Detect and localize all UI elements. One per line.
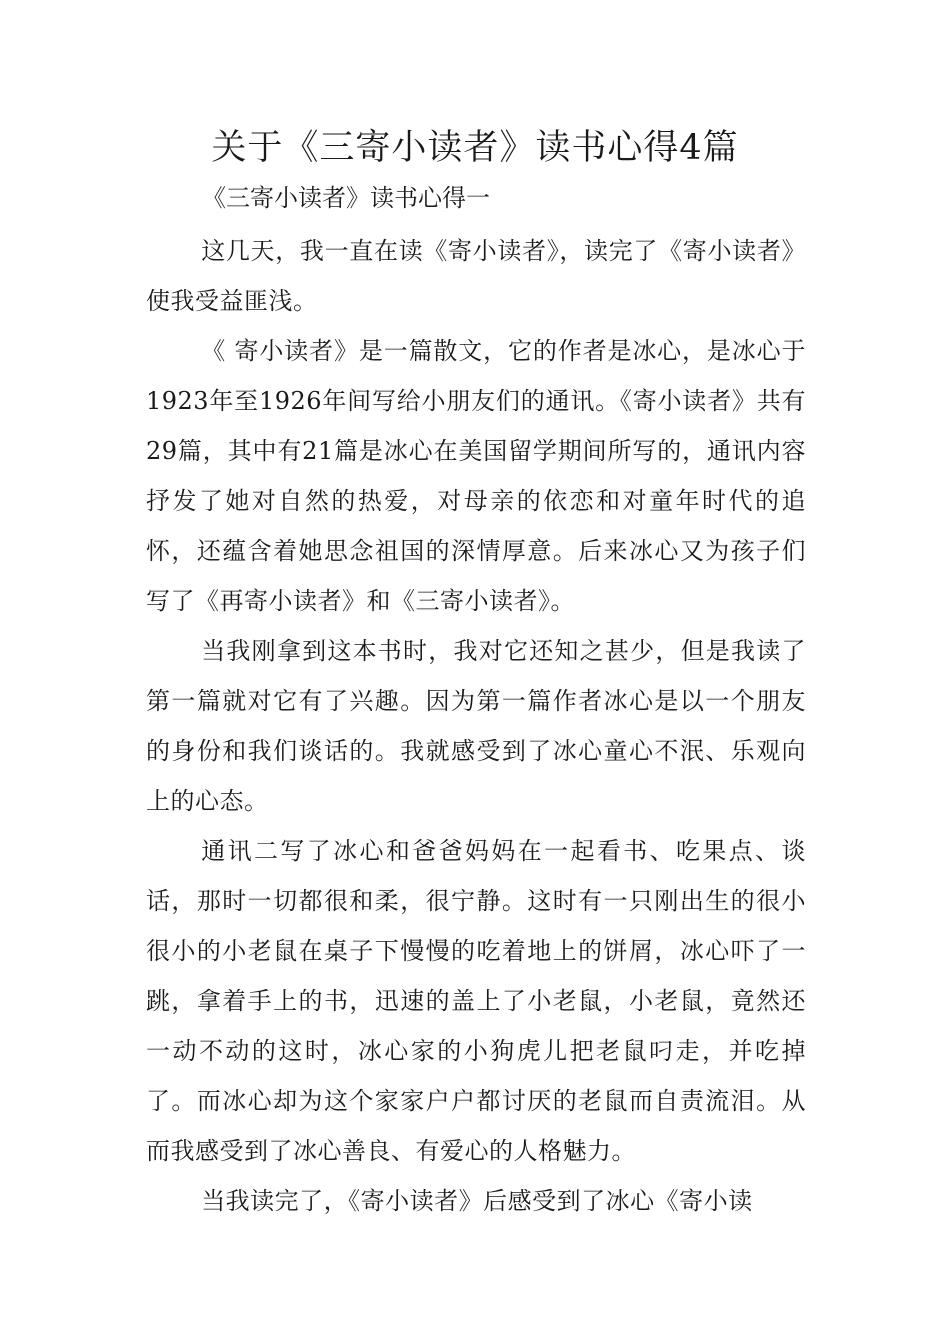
- paragraph-4: 通讯二写了冰心和爸爸妈妈在一起看书、吃果点、谈话，那时一切都很和柔，很宁静。这时有一只刚出生的很小很小的小老鼠在桌子下慢慢的吃着地上的饼屑，冰心吓了一跳，拿着手上的书，迅速的盖上了小老鼠，小老鼠，竟然还一动不动的这时，冰心家的小狗虎儿把老鼠叼走，并吃掉了。而冰心却为这个家家户户都讨厌的老鼠而自责流泪。从而我感受到了冰心善良、有爱心的人格魅力。: [146, 837, 806, 1165]
- paragraph-3: 当我刚拿到这本书时，我对它还知之甚少，但是我读了第一篇就对它有了兴趣。因为第一篇作者冰心是以一个朋友的身份和我们谈话的。我就感受到了冰心童心不泯、乐观向上的心态。: [146, 637, 806, 815]
- document-title: 关于《三寄小读者》读书心得4篇: [211, 128, 739, 168]
- paragraph-2: 《 寄小读者》是一篇散文，它的作者是冰心，是冰心于1923年至1926年间写给小朋友们的通讯。《寄小读者》共有29篇，其中有21篇是冰心在美国留学期间所写的，通讯内容抒发了她对自然的热爱，对母亲的依恋和对童年时代的追怀，还蕴含着她思念祖国的深情厚意。后来冰心又为孩子们写了《再寄小读者》和《三寄小读者》。: [146, 337, 806, 615]
- paragraph-5: 当我读完了，《寄小读者》后感受到了冰心《寄小读: [201, 1187, 753, 1215]
- section-heading: 《三寄小读者》读书心得一: [202, 184, 490, 212]
- document-body: [146, 226, 806, 1226]
- paragraph-1: 这几天，我一直在读《寄小读者》，读完了《寄小读者》使我受益匪浅。: [146, 237, 806, 315]
